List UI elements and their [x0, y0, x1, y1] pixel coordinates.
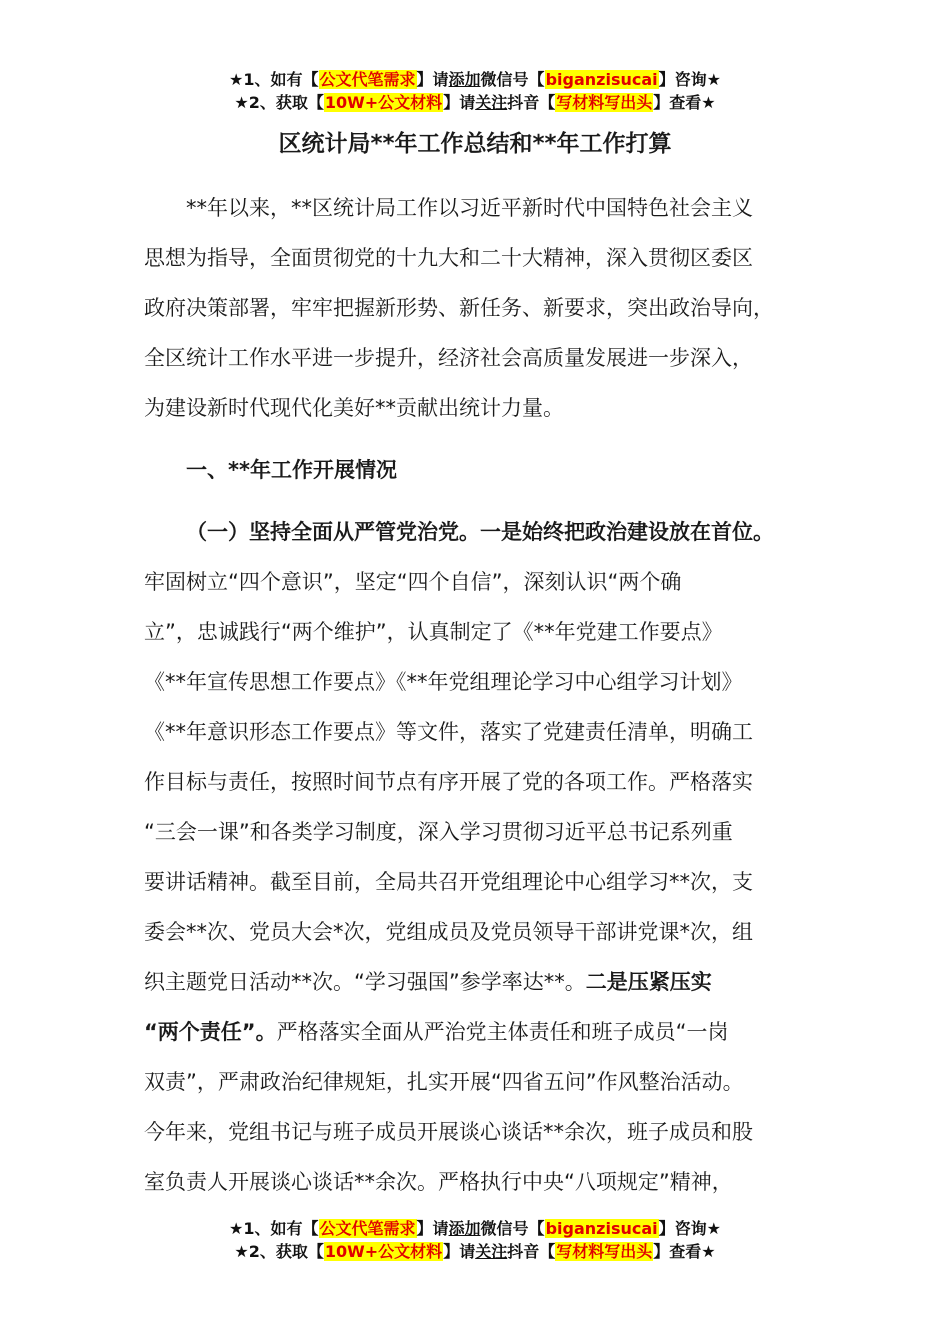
- body-line: [144, 1007, 834, 1057]
- body-line: 委会**次、党员大会*次，党组成员及党员领导干部讲党课*次，组: [144, 920, 753, 944]
- body-line: 室负责人开展谈心谈话**余次。严格执行中央“八项规定”精神，: [144, 1170, 733, 1194]
- bold-phrase: 二是压紧压实: [585, 970, 712, 994]
- body-line: 牢固树立“四个意识”，坚定“四个自信”，深刻认识“两个确: [144, 570, 682, 594]
- promo-text: 】咨询★: [658, 70, 721, 89]
- body-line: 《**年宣传思想工作要点》《**年党组理论学习中心组学习计划》: [144, 670, 743, 694]
- promo-line-2: [0, 1240, 950, 1263]
- promo-underline: 关注: [475, 1242, 508, 1261]
- promo-highlight: biganzisucai: [545, 70, 658, 89]
- document-title: 区统计局**年工作总结和**年工作打算: [278, 131, 672, 157]
- promo-text: ★1、如有【: [229, 1219, 319, 1238]
- body-line: “三会一课”和各类学习制度，深入学习贯彻习近平总书记系列重: [144, 820, 733, 844]
- promo-highlight: 公文代笔需求: [319, 1219, 416, 1238]
- promo-highlight: 写材料写出头: [556, 93, 653, 112]
- body-text: 严格落实全面从严治党主体责任和班子成员“一岗: [276, 1020, 729, 1044]
- promo-text: 微信号【: [480, 1219, 545, 1238]
- bold-phrase: “两个责任”。: [144, 1020, 277, 1044]
- document-body: [144, 183, 834, 1207]
- promo-text: 抖音【: [507, 93, 556, 112]
- promo-text: 】请: [416, 1219, 449, 1238]
- intro-line: 全区统计工作水平进一步提升，经济社会高质量发展进一步深入，: [144, 346, 753, 370]
- promo-text: ★1、如有【: [229, 70, 319, 89]
- promo-text: ★2、获取【: [234, 93, 324, 112]
- promo-underline: 添加: [448, 1219, 481, 1238]
- promo-text: 】查看★: [653, 93, 716, 112]
- promo-highlight: 写材料写出头: [556, 1242, 653, 1261]
- promo-line-1: [0, 68, 950, 91]
- body-line: 今年来，党组书记与班子成员开展谈心谈话**余次，班子成员和股: [144, 1120, 753, 1144]
- promo-underline: 关注: [475, 93, 508, 112]
- intro-line: **年以来，**区统计局工作以习近平新时代中国特色社会主义: [186, 196, 753, 220]
- body-line: 作目标与责任，按照时间节点有序开展了党的各项工作。严格落实: [144, 770, 753, 794]
- intro-line: 为建设新时代现代化美好**贡献出统计力量。: [144, 396, 564, 420]
- promo-text: 】请: [443, 1242, 476, 1261]
- body-text: 织主题党日活动**次。“学习强国”参学率达**。: [144, 970, 586, 994]
- promo-banner-top: [0, 68, 950, 114]
- section-heading: 一、**年工作开展情况: [186, 458, 397, 482]
- intro-line: 思想为指导，全面贯彻党的十九大和二十大精神，深入贯彻区委区: [144, 246, 753, 270]
- promo-text: ★2、获取【: [234, 1242, 324, 1261]
- body-line: [144, 957, 834, 1007]
- promo-highlight: 公文代笔需求: [319, 70, 416, 89]
- promo-text: 】咨询★: [658, 1219, 721, 1238]
- promo-highlight: 10W+公文材料: [324, 93, 443, 112]
- promo-text: 抖音【: [507, 1242, 556, 1261]
- subsection-heading: （一）坚持全面从严管党治党。一是始终把政治建设放在首位。: [186, 520, 774, 544]
- promo-text: 】请: [443, 93, 476, 112]
- promo-highlight: biganzisucai: [545, 1219, 658, 1238]
- body-line: 立”，忠诚践行“两个维护”，认真制定了《**年党建工作要点》: [144, 620, 723, 644]
- promo-text: 微信号【: [480, 70, 545, 89]
- promo-underline: 添加: [448, 70, 481, 89]
- promo-highlight: 10W+公文材料: [324, 1242, 443, 1261]
- promo-text: 】查看★: [653, 1242, 716, 1261]
- promo-line-2: [0, 91, 950, 114]
- body-line: 双责”，严肃政治纪律规矩，扎实开展“四省五问”作风整治活动。: [144, 1070, 744, 1094]
- promo-banner-bottom: [0, 1217, 950, 1263]
- body-line: 要讲话精神。截至目前，全局共召开党组理论中心组学习**次，支: [144, 870, 753, 894]
- intro-line: 政府决策部署，牢牢把握新形势、新任务、新要求，突出政治导向，: [144, 296, 774, 320]
- promo-line-1: [0, 1217, 950, 1240]
- body-line: 《**年意识形态工作要点》等文件，落实了党建责任清单，明确工: [144, 720, 753, 744]
- promo-text: 】请: [416, 70, 449, 89]
